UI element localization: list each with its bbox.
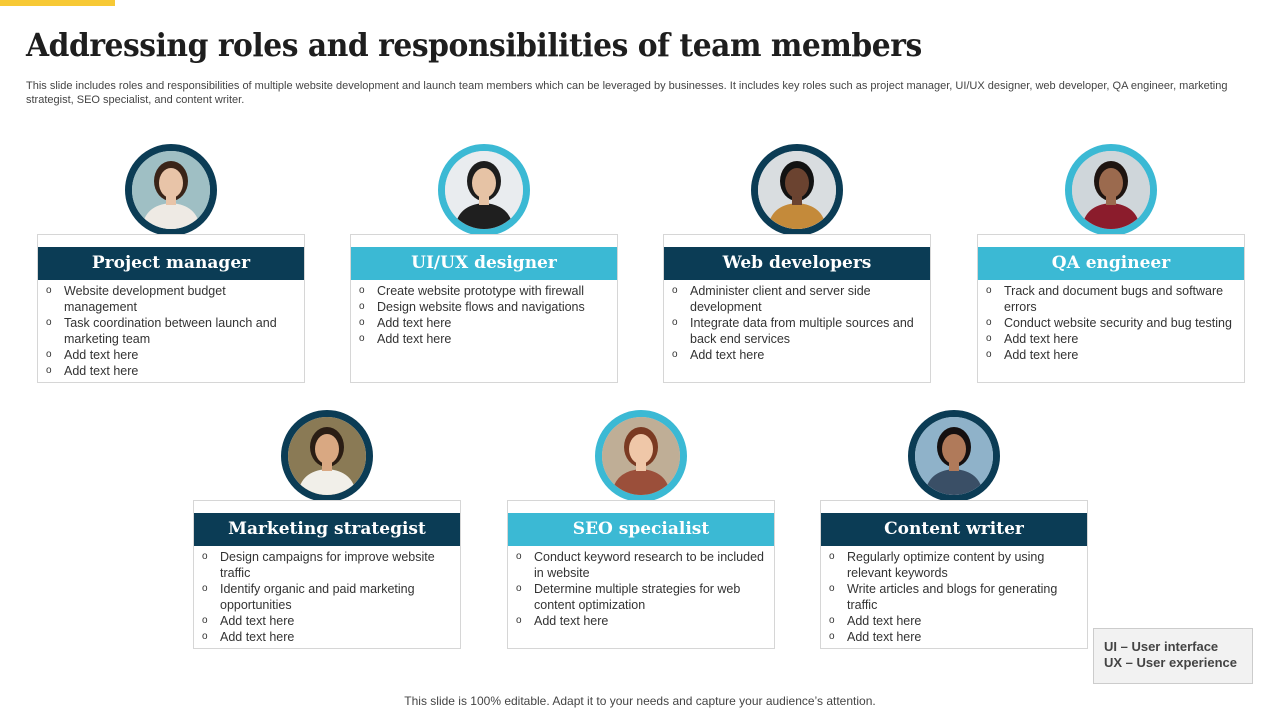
list-item: o Administer client and server side development (672, 283, 924, 315)
role-card-seo-specialist (507, 500, 775, 649)
person-icon (132, 151, 210, 229)
slide-description: This slide includes roles and responsibilities of multiple website development and launch team members which can be leveraged by businesses. It includes key roles such as project manager, UI/UX designer, web developer, QA engineer, marketing strategist, SEO specialist, and content writer. (26, 80, 1228, 106)
role-title: Content writer (821, 513, 1087, 546)
marketing-strategist-photo (281, 410, 373, 502)
responsibility-list (829, 549, 1081, 645)
list-item: o Add text here (829, 613, 1081, 629)
list-item: o Determine multiple strategies for web content optimization (516, 581, 768, 613)
person-icon (1072, 151, 1150, 229)
list-item: o Conduct keyword research to be included in website (516, 549, 768, 581)
person-icon (288, 417, 366, 495)
list-item: o Identify organic and paid marketing opportunities (202, 581, 454, 613)
page-title: Addressing roles and responsibilities of team members (26, 26, 922, 64)
role-card-project-manager (37, 234, 305, 383)
seo-specialist-photo (595, 410, 687, 502)
responsibility-list (359, 283, 611, 347)
list-item: o Design website flows and navigations (359, 299, 611, 315)
project-manager-photo (125, 144, 217, 236)
list-item: o Add text here (986, 331, 1238, 347)
list-item: o Integrate data from multiple sources and back end services (672, 315, 924, 347)
role-title: QA engineer (978, 247, 1244, 280)
person-icon (758, 151, 836, 229)
role-title: SEO specialist (508, 513, 774, 546)
list-item: o Add text here (516, 613, 768, 629)
responsibility-list (516, 549, 768, 629)
qa-engineer-photo (1065, 144, 1157, 236)
list-item: o Add text here (986, 347, 1238, 363)
role-title: Web developers (664, 247, 930, 280)
legend-ux: UX – User experience (1104, 655, 1237, 670)
ui-ux-designer-photo (438, 144, 530, 236)
list-item: o Regularly optimize content by using relevant keywords (829, 549, 1081, 581)
person-icon (602, 417, 680, 495)
list-item: o Task coordination between launch and marketing team (46, 315, 298, 347)
role-title: Marketing strategist (194, 513, 460, 546)
list-item: o Add text here (46, 347, 298, 363)
role-card-ui-ux-designer (350, 234, 618, 383)
list-item: o Add text here (46, 363, 298, 379)
person-icon (915, 417, 993, 495)
list-item: o Website development budget management (46, 283, 298, 315)
legend-ui: UI – User interface (1104, 639, 1219, 654)
role-title: Project manager (38, 247, 304, 280)
responsibility-list (986, 283, 1238, 363)
role-card-marketing-strategist (193, 500, 461, 649)
list-item: o Add text here (359, 331, 611, 347)
responsibility-list (202, 549, 454, 645)
role-title: UI/UX designer (351, 247, 617, 280)
list-item: o Conduct website security and bug testing (986, 315, 1238, 331)
list-item: o Add text here (359, 315, 611, 331)
list-item: o Track and document bugs and software errors (986, 283, 1238, 315)
list-item: o Create website prototype with firewall (359, 283, 611, 299)
accent-bar (0, 0, 115, 6)
list-item: o Add text here (202, 629, 454, 645)
role-card-qa-engineer (977, 234, 1245, 383)
footer-note: This slide is 100% editable. Adapt it to your needs and capture your audience’s attention. (404, 694, 876, 708)
list-item: o Add text here (672, 347, 924, 363)
web-developers-photo (751, 144, 843, 236)
list-item: o Design campaigns for improve website traffic (202, 549, 454, 581)
list-item: o Add text here (829, 629, 1081, 645)
role-card-web-developers (663, 234, 931, 383)
person-icon (445, 151, 523, 229)
responsibility-list (672, 283, 924, 363)
role-card-content-writer (820, 500, 1088, 649)
responsibility-list (46, 283, 298, 379)
list-item: o Write articles and blogs for generating traffic (829, 581, 1081, 613)
list-item: o Add text here (202, 613, 454, 629)
abbreviation-legend (1093, 628, 1253, 684)
content-writer-photo (908, 410, 1000, 502)
